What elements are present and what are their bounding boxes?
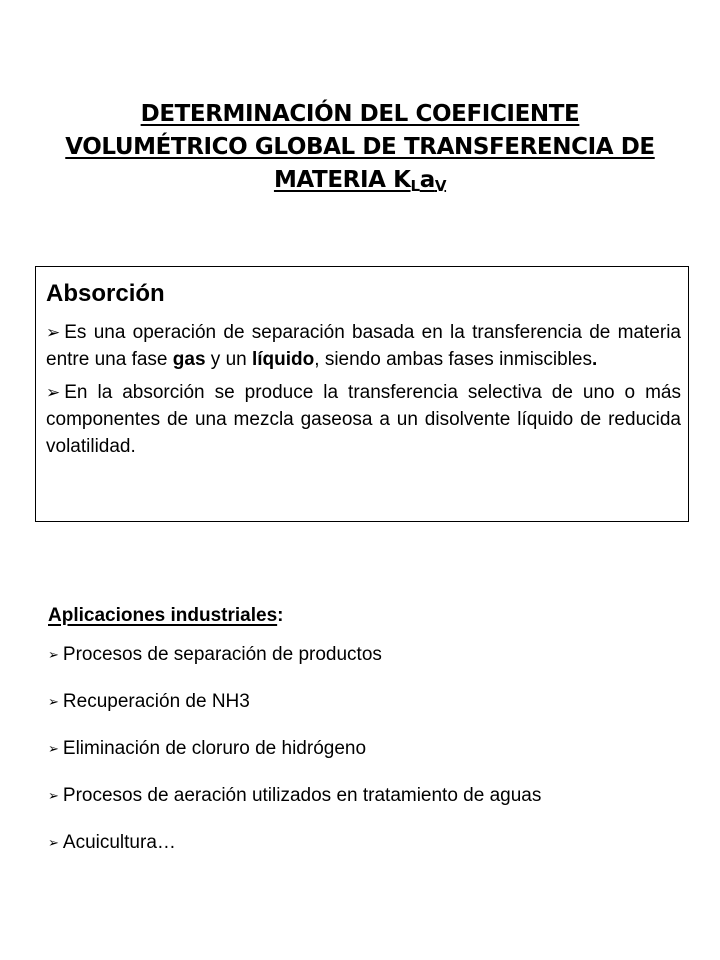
list-item <box>48 830 688 856</box>
aplicaciones-heading-colon: : <box>277 605 284 626</box>
title-symbol-a: a <box>419 167 435 193</box>
para1-gas: gas <box>172 349 206 370</box>
absorcion-paragraph-2 <box>46 379 681 460</box>
list-item <box>48 783 688 809</box>
list-item <box>48 642 688 668</box>
page-title <box>40 98 680 197</box>
title-line-3 <box>40 164 680 197</box>
list-item <box>48 736 688 762</box>
para1-liquido: líquido <box>252 349 315 370</box>
aplicaciones-heading-text: Aplicaciones industriales <box>48 605 278 626</box>
absorcion-heading: Absorción <box>46 280 165 307</box>
para1-text-1: Es una operación de separación basada en la transferencia de materia entre una fase <box>46 322 681 370</box>
arrow-bullet-icon: ➢ <box>48 835 59 850</box>
arrow-bullet-icon: ➢ <box>46 323 61 342</box>
arrow-bullet-icon: ➢ <box>46 383 61 402</box>
list-item <box>48 689 688 715</box>
absorcion-paragraph-1 <box>46 319 681 373</box>
para1-period: . <box>592 349 598 370</box>
para2-text: En la absorción se produce la transferencia selectiva de uno o más componentes de una mezcla gaseosa a un disolvente líquido de reducida volatilidad. <box>46 382 681 457</box>
list-item-text: Procesos de separación de productos <box>62 644 382 665</box>
arrow-bullet-icon: ➢ <box>48 694 59 709</box>
title-line-2: VOLUMÉTRICO GLOBAL DE TRANSFERENCIA DE <box>65 134 655 160</box>
para1-text-3: , siendo ambas fases inmiscibles <box>314 349 593 370</box>
arrow-bullet-icon: ➢ <box>48 647 59 662</box>
aplicaciones-heading <box>48 602 688 630</box>
title-subscript-l: L <box>410 177 420 195</box>
list-item-text: Recuperación de NH3 <box>62 691 250 712</box>
aplicaciones-section <box>48 602 688 877</box>
title-subscript-v: V <box>434 177 447 195</box>
list-item-text: Eliminación de cloruro de hidrógeno <box>62 738 367 759</box>
arrow-bullet-icon: ➢ <box>48 741 59 756</box>
arrow-bullet-icon: ➢ <box>48 788 59 803</box>
list-item-text: Procesos de aeración utilizados en tratamiento de aguas <box>62 785 542 806</box>
list-item-text: Acuicultura… <box>62 832 176 853</box>
para1-text-2: y un <box>205 349 252 370</box>
absorcion-box <box>35 266 689 522</box>
title-line-1: DETERMINACIÓN DEL COEFICIENTE <box>140 101 580 127</box>
title-line-3-text: MATERIA K <box>273 167 411 193</box>
